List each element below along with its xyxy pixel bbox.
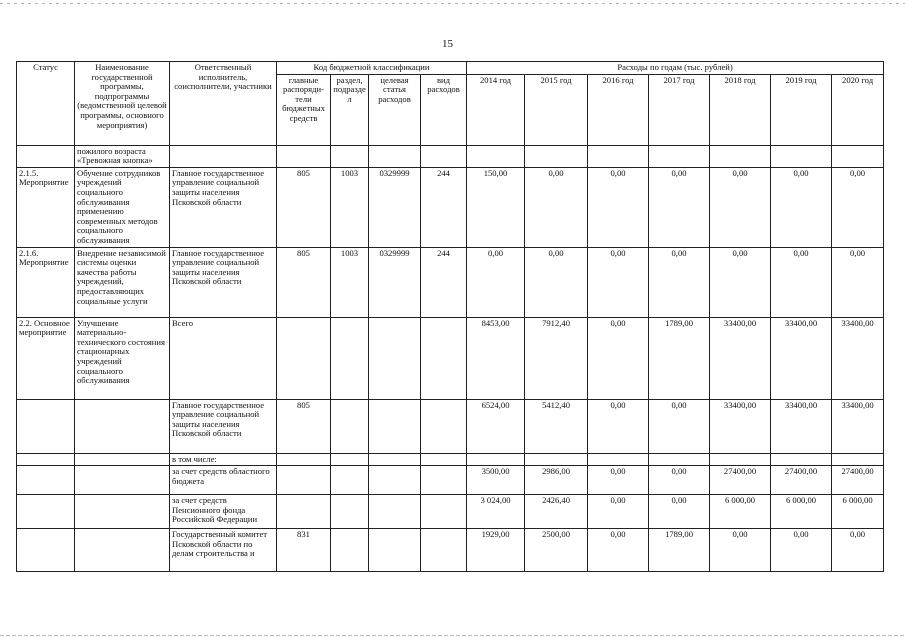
value-cell-2016: 0,00 bbox=[588, 317, 649, 399]
value-cell-2020: 33400,00 bbox=[832, 399, 884, 453]
header-year-2019: 2019 год bbox=[771, 74, 832, 145]
status-cell: 2.1.5. Мероприятие bbox=[17, 167, 75, 247]
budget-table bbox=[16, 61, 884, 572]
type-cell bbox=[421, 495, 467, 529]
value-cell-2018: 0,00 bbox=[710, 167, 771, 247]
name-cell bbox=[75, 399, 170, 453]
executor-cell: Главное государственное управление социальной защиты населения Псковской области bbox=[170, 167, 277, 247]
type-cell bbox=[421, 317, 467, 399]
value-cell-2018 bbox=[710, 453, 771, 466]
status-cell bbox=[17, 453, 75, 466]
value-cell-2016: 0,00 bbox=[588, 399, 649, 453]
executor-cell: в том числе: bbox=[170, 453, 277, 466]
table-row bbox=[17, 247, 884, 317]
value-cell-2014: 8453,00 bbox=[467, 317, 525, 399]
grbs-cell bbox=[277, 495, 331, 529]
status-cell bbox=[17, 399, 75, 453]
value-cell-2014: 3 024,00 bbox=[467, 495, 525, 529]
name-cell bbox=[75, 466, 170, 495]
value-cell-2019: 0,00 bbox=[771, 529, 832, 572]
status-cell bbox=[17, 466, 75, 495]
type-cell bbox=[421, 145, 467, 167]
type-cell bbox=[421, 399, 467, 453]
table-row bbox=[17, 495, 884, 529]
executor-cell: за счет средств областного бюджета bbox=[170, 466, 277, 495]
value-cell-2019: 6 000,00 bbox=[771, 495, 832, 529]
type-cell: 244 bbox=[421, 247, 467, 317]
value-cell-2016 bbox=[588, 453, 649, 466]
value-cell-2015: 7912,40 bbox=[525, 317, 588, 399]
target-cell bbox=[369, 495, 421, 529]
value-cell-2014 bbox=[467, 453, 525, 466]
value-cell-2020 bbox=[832, 453, 884, 466]
value-cell-2014: 1929,00 bbox=[467, 529, 525, 572]
value-cell-2019: 27400,00 bbox=[771, 466, 832, 495]
table-row bbox=[17, 167, 884, 247]
section-cell bbox=[331, 529, 369, 572]
value-cell-2016: 0,00 bbox=[588, 466, 649, 495]
value-cell-2014 bbox=[467, 145, 525, 167]
section-cell bbox=[331, 399, 369, 453]
status-cell bbox=[17, 495, 75, 529]
executor-cell: Государственный комитет Псковской области по делам строительства и bbox=[170, 529, 277, 572]
value-cell-2018: 33400,00 bbox=[710, 399, 771, 453]
header-expenses: Расходы по годам (тыс. рублей) bbox=[467, 62, 884, 75]
value-cell-2019 bbox=[771, 453, 832, 466]
value-cell-2019: 0,00 bbox=[771, 167, 832, 247]
value-cell-2020 bbox=[832, 145, 884, 167]
executor-cell: Главное государственное управление социальной защиты населения Псковской области bbox=[170, 399, 277, 453]
table-row bbox=[17, 399, 884, 453]
value-cell-2019 bbox=[771, 145, 832, 167]
value-cell-2016: 0,00 bbox=[588, 529, 649, 572]
executor-cell bbox=[170, 145, 277, 167]
value-cell-2018: 33400,00 bbox=[710, 317, 771, 399]
section-cell bbox=[331, 317, 369, 399]
header-status: Статус bbox=[17, 62, 75, 146]
value-cell-2020: 0,00 bbox=[832, 167, 884, 247]
header-name: Наименование государственной программы, подпрограммы (ведомственной целевой программы, основного мероприятия) bbox=[75, 62, 170, 146]
value-cell-2015 bbox=[525, 453, 588, 466]
name-cell: Обучение сотрудников учреждений социального обслуживания применению современных методов социального обслуживания bbox=[75, 167, 170, 247]
status-cell: 2.2. Основное мероприятие bbox=[17, 317, 75, 399]
section-cell bbox=[331, 453, 369, 466]
header-year-2016: 2016 год bbox=[588, 74, 649, 145]
grbs-cell bbox=[277, 466, 331, 495]
section-cell: 1003 bbox=[331, 167, 369, 247]
value-cell-2017: 0,00 bbox=[649, 399, 710, 453]
value-cell-2018: 6 000,00 bbox=[710, 495, 771, 529]
value-cell-2015 bbox=[525, 145, 588, 167]
page-number: 15 bbox=[442, 38, 453, 50]
section-cell: 1003 bbox=[331, 247, 369, 317]
table-body bbox=[17, 145, 884, 572]
executor-cell: Всего bbox=[170, 317, 277, 399]
value-cell-2014: 0,00 bbox=[467, 247, 525, 317]
header-year-2015: 2015 год bbox=[525, 74, 588, 145]
table-row bbox=[17, 317, 884, 399]
name-cell: пожилого возраста «Тревожная кнопка» bbox=[75, 145, 170, 167]
value-cell-2018: 27400,00 bbox=[710, 466, 771, 495]
section-cell bbox=[331, 495, 369, 529]
target-cell: 0329999 bbox=[369, 167, 421, 247]
header-section: раздел, подраздел bbox=[331, 74, 369, 145]
grbs-cell: 805 bbox=[277, 399, 331, 453]
value-cell-2018: 0,00 bbox=[710, 247, 771, 317]
type-cell bbox=[421, 466, 467, 495]
target-cell bbox=[369, 529, 421, 572]
value-cell-2017: 0,00 bbox=[649, 466, 710, 495]
target-cell bbox=[369, 145, 421, 167]
value-cell-2015: 2986,00 bbox=[525, 466, 588, 495]
grbs-cell bbox=[277, 453, 331, 466]
grbs-cell: 805 bbox=[277, 247, 331, 317]
target-cell bbox=[369, 453, 421, 466]
value-cell-2015: 0,00 bbox=[525, 167, 588, 247]
value-cell-2016: 0,00 bbox=[588, 247, 649, 317]
name-cell bbox=[75, 529, 170, 572]
table-row bbox=[17, 145, 884, 167]
status-cell: 2.1.6. Мероприятие bbox=[17, 247, 75, 317]
value-cell-2018 bbox=[710, 145, 771, 167]
section-cell bbox=[331, 145, 369, 167]
value-cell-2018: 0,00 bbox=[710, 529, 771, 572]
value-cell-2020: 6 000,00 bbox=[832, 495, 884, 529]
value-cell-2017: 0,00 bbox=[649, 247, 710, 317]
header-target: целевая статья расходов bbox=[369, 74, 421, 145]
value-cell-2014: 150,00 bbox=[467, 167, 525, 247]
grbs-cell: 831 bbox=[277, 529, 331, 572]
header-year-2014: 2014 год bbox=[467, 74, 525, 145]
header-year-2017: 2017 год bbox=[649, 74, 710, 145]
name-cell: Внедрение независимой системы оценки качества работы учреждений, предоставляющих социальные услуги bbox=[75, 247, 170, 317]
grbs-cell: 805 bbox=[277, 167, 331, 247]
value-cell-2015: 5412,40 bbox=[525, 399, 588, 453]
value-cell-2015: 2500,00 bbox=[525, 529, 588, 572]
type-cell bbox=[421, 453, 467, 466]
scan-edge-bottom bbox=[0, 635, 905, 636]
target-cell bbox=[369, 399, 421, 453]
executor-cell: за счет средств Пенсионного фонда Российской Федерации bbox=[170, 495, 277, 529]
table-row bbox=[17, 453, 884, 466]
value-cell-2016: 0,00 bbox=[588, 495, 649, 529]
target-cell bbox=[369, 317, 421, 399]
value-cell-2016: 0,00 bbox=[588, 167, 649, 247]
table-row bbox=[17, 529, 884, 572]
value-cell-2016 bbox=[588, 145, 649, 167]
header-year-2018: 2018 год bbox=[710, 74, 771, 145]
scan-edge-top bbox=[0, 3, 905, 4]
header-type: вид расходов bbox=[421, 74, 467, 145]
value-cell-2015: 0,00 bbox=[525, 247, 588, 317]
value-cell-2015: 2426,40 bbox=[525, 495, 588, 529]
value-cell-2020: 0,00 bbox=[832, 247, 884, 317]
value-cell-2020: 0,00 bbox=[832, 529, 884, 572]
header-executor: Ответственный исполнитель, соисполнители, участники bbox=[170, 62, 277, 146]
grbs-cell bbox=[277, 145, 331, 167]
value-cell-2014: 3500,00 bbox=[467, 466, 525, 495]
table-row bbox=[17, 466, 884, 495]
value-cell-2019: 33400,00 bbox=[771, 399, 832, 453]
executor-cell: Главное государственное управление социальной защиты населения Псковской области bbox=[170, 247, 277, 317]
type-cell bbox=[421, 529, 467, 572]
status-cell bbox=[17, 145, 75, 167]
name-cell bbox=[75, 453, 170, 466]
header-year-2020: 2020 год bbox=[832, 74, 884, 145]
name-cell: Улучшение материально-технического состояния стационарных учреждений социального обслуживания bbox=[75, 317, 170, 399]
header-grbs: главные распоряди-тели бюджетных средств bbox=[277, 74, 331, 145]
value-cell-2017 bbox=[649, 453, 710, 466]
value-cell-2014: 6524,00 bbox=[467, 399, 525, 453]
value-cell-2017: 1789,00 bbox=[649, 529, 710, 572]
value-cell-2017: 1789,00 bbox=[649, 317, 710, 399]
value-cell-2017: 0,00 bbox=[649, 167, 710, 247]
table-header bbox=[17, 62, 884, 146]
value-cell-2019: 33400,00 bbox=[771, 317, 832, 399]
status-cell bbox=[17, 529, 75, 572]
type-cell: 244 bbox=[421, 167, 467, 247]
name-cell bbox=[75, 495, 170, 529]
value-cell-2019: 0,00 bbox=[771, 247, 832, 317]
grbs-cell bbox=[277, 317, 331, 399]
value-cell-2020: 27400,00 bbox=[832, 466, 884, 495]
header-budget-code: Код бюджетной классификации bbox=[277, 62, 467, 75]
section-cell bbox=[331, 466, 369, 495]
target-cell bbox=[369, 466, 421, 495]
value-cell-2017 bbox=[649, 145, 710, 167]
value-cell-2020: 33400,00 bbox=[832, 317, 884, 399]
value-cell-2017: 0,00 bbox=[649, 495, 710, 529]
target-cell: 0329999 bbox=[369, 247, 421, 317]
